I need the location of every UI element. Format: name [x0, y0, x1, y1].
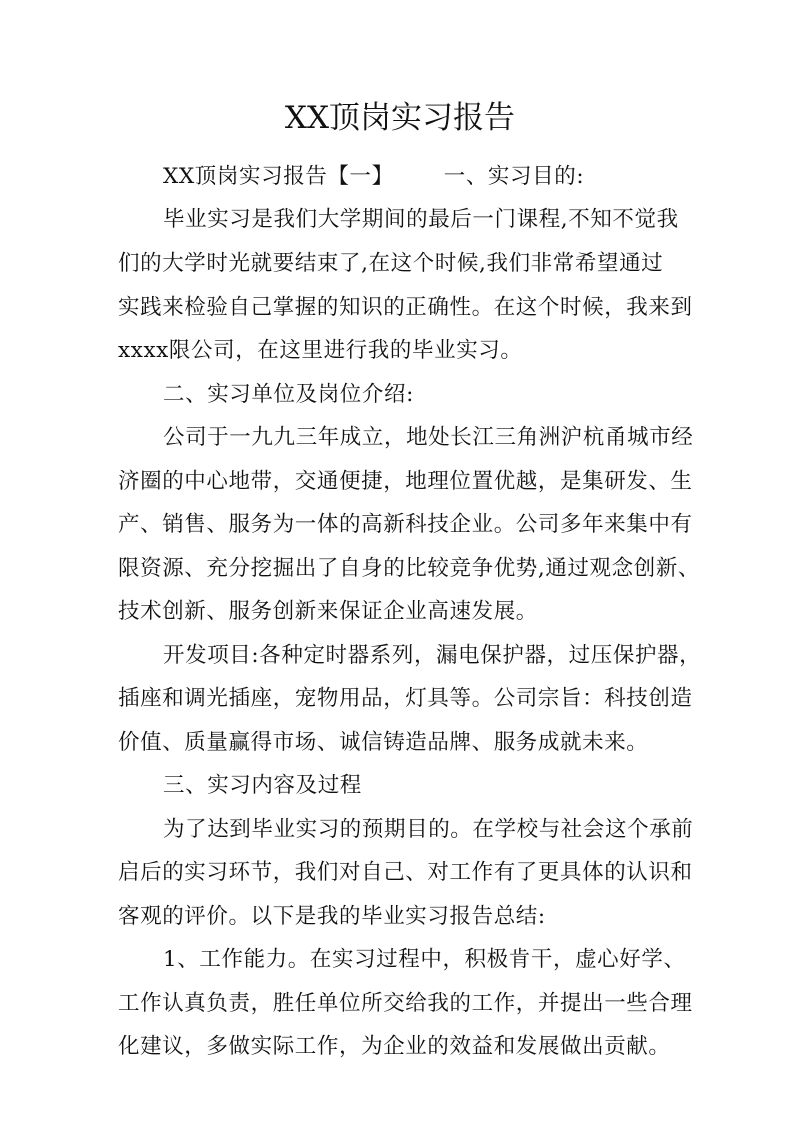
paragraph-line: 济圈的中心地带，交通便捷，地理位置优越，是集研发、生	[118, 469, 693, 494]
paragraph-line: 毕业实习是我们大学期间的最后一门课程,不知不觉我	[163, 207, 679, 232]
paragraph-line: 价值、质量赢得市场、诚信铸造品牌、服务成就未来。	[118, 730, 649, 755]
paragraph-line: 产、销售、服务为一体的高新科技企业。公司多年来集中有	[118, 512, 693, 537]
paragraph-line: 化建议，多做实际工作，为企业的效益和发展做出贡献。	[118, 1034, 671, 1059]
intro-line	[163, 162, 584, 192]
intro-heading: XX顶岗实习报告【一】	[163, 164, 394, 189]
paragraph-line: 实践来检验自己掌握的知识的正确性。在这个时候，我来到	[118, 295, 693, 320]
document-title: XX顶岗实习报告	[284, 100, 516, 136]
section-two-heading: 二、实习单位及岗位介绍:	[163, 382, 414, 407]
paragraph-line: 启后的实习环节，我们对自己、对工作有了更具体的认识和	[118, 860, 693, 885]
paragraph-line: 插座和调光插座，宠物用品，灯具等。公司宗旨：科技创造	[118, 686, 693, 711]
section-one-heading: 一、实习目的:	[443, 164, 585, 189]
paragraph-line: 工作认真负责，胜任单位所交给我的工作，并提出一些合理	[118, 991, 693, 1016]
paragraph-line: 技术创新、服务创新来保证企业高速发展。	[118, 599, 538, 624]
paragraph-line: xxxx限公司，在这里进行我的毕业实习。	[118, 338, 523, 363]
paragraph-line: 为了达到毕业实习的预期目的。在学校与社会这个承前	[163, 817, 694, 842]
paragraph-line: 开发项目:各种定时器系列，漏电保护器，过压保护器，	[163, 643, 702, 668]
paragraph-line: 限资源、充分挖掘出了自身的比较竞争优势,通过观念创新、	[118, 556, 701, 581]
section-three-heading: 三、实习内容及过程	[163, 773, 362, 798]
paragraph-line: 客观的评价。以下是我的毕业实习报告总结:	[118, 904, 546, 929]
paragraph-line: 们的大学时光就要结束了,在这个时候,我们非常希望通过	[118, 251, 664, 276]
paragraph-line: 公司于一九九三年成立，地处长江三角洲沪杭甬城市经	[163, 425, 694, 450]
paragraph-line: 1、工作能力。在实习过程中，积极肯干，虚心好学、	[163, 947, 686, 972]
